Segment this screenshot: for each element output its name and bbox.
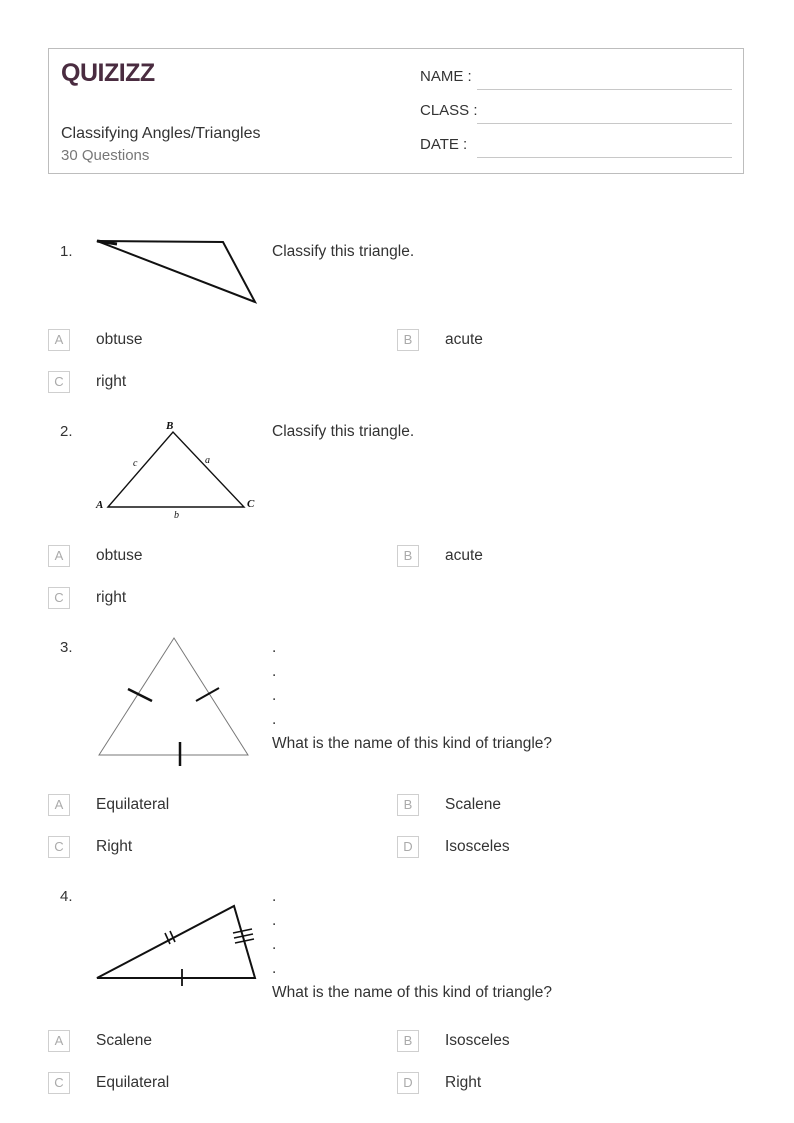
question-text-block	[272, 885, 552, 1005]
option-c-box[interactable]: C	[48, 587, 70, 609]
quizizz-logo: QUIZIZZ	[61, 59, 155, 87]
option-c-text: Right	[96, 838, 133, 855]
question-number: 2.	[60, 423, 73, 440]
question-text-line: .	[272, 912, 277, 929]
option-a-box[interactable]: A	[48, 545, 70, 567]
side-label-c: c	[133, 458, 138, 469]
name-field[interactable]	[477, 89, 732, 90]
option-b-text: Isosceles	[445, 1032, 510, 1049]
question-text-line: .	[272, 960, 277, 977]
option-d-box[interactable]: D	[397, 1072, 419, 1094]
labeled-triangle-diagram	[95, 416, 265, 524]
date-field[interactable]	[477, 157, 732, 158]
obtuse-triangle-diagram	[95, 236, 260, 308]
option-c-box[interactable]: C	[48, 1072, 70, 1094]
side-label-b: b	[174, 510, 179, 521]
option-c-text: Equilateral	[96, 1074, 170, 1091]
question-text-line: .	[272, 888, 277, 905]
option-b-box[interactable]: B	[397, 329, 419, 351]
option-c-text: right	[96, 373, 127, 390]
option-d-box[interactable]: D	[397, 836, 419, 858]
date-label: DATE :	[420, 136, 468, 153]
question-text-line: What is the name of this kind of triangle?	[272, 735, 553, 752]
option-a-box[interactable]: A	[48, 329, 70, 351]
tick-mark	[196, 688, 219, 701]
question-number: 1.	[60, 243, 73, 260]
vertex-label-c: C	[247, 498, 255, 510]
option-d-text: Isosceles	[445, 838, 510, 855]
option-a-box[interactable]: A	[48, 1030, 70, 1052]
option-a-text: obtuse	[96, 547, 143, 564]
option-a-box[interactable]: A	[48, 794, 70, 816]
option-c-box[interactable]: C	[48, 371, 70, 393]
question-text-line: .	[272, 663, 277, 680]
question-text-line: .	[272, 711, 277, 728]
option-d-text: Right	[445, 1074, 482, 1091]
option-b-box[interactable]: B	[397, 794, 419, 816]
question-text-line: .	[272, 639, 277, 656]
question-text-line: .	[272, 936, 277, 953]
worksheet-header	[48, 48, 744, 174]
question-text-line: What is the name of this kind of triangle?	[272, 984, 553, 1001]
option-b-text: acute	[445, 547, 483, 564]
option-a-text: Scalene	[96, 1032, 153, 1049]
side-label-a: a	[205, 455, 210, 466]
option-a-text: obtuse	[96, 331, 143, 348]
triangle-shape	[108, 432, 244, 507]
vertex-label-b: B	[166, 420, 174, 432]
option-b-text: acute	[445, 331, 483, 348]
class-label: CLASS :	[420, 102, 478, 119]
question-text: Classify this triangle.	[272, 243, 415, 260]
question-text-block	[272, 636, 552, 756]
worksheet-title: Classifying Angles/Triangles	[61, 125, 261, 142]
scalene-triangle-diagram	[95, 898, 260, 990]
option-c-text: right	[96, 589, 127, 606]
option-a-text: Equilateral	[96, 796, 170, 813]
name-label: NAME :	[420, 68, 472, 85]
equilateral-triangle-diagram	[95, 632, 255, 772]
question-text: Classify this triangle.	[272, 423, 415, 440]
question-text-line: .	[272, 687, 277, 704]
question-count: 30 Questions	[61, 147, 150, 164]
option-c-box[interactable]: C	[48, 836, 70, 858]
option-b-text: Scalene	[445, 796, 502, 813]
class-field[interactable]	[477, 123, 732, 124]
triangle-shape	[99, 638, 248, 755]
triangle-shape	[97, 241, 255, 302]
option-b-box[interactable]: B	[397, 545, 419, 567]
question-number: 3.	[60, 639, 73, 656]
triangle-shape	[97, 906, 255, 978]
option-b-box[interactable]: B	[397, 1030, 419, 1052]
vertex-label-a: A	[96, 499, 104, 511]
question-number: 4.	[60, 888, 73, 905]
